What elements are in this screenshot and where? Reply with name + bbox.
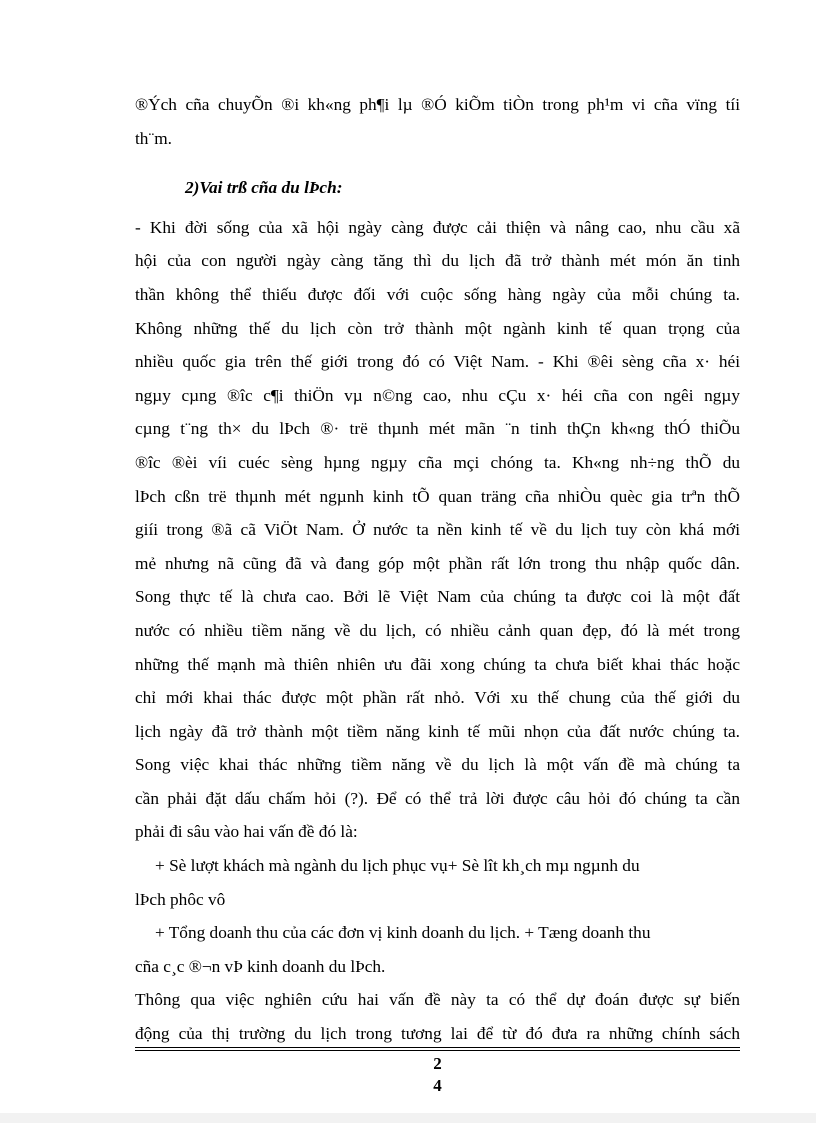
body-line: Song thực tế là chưa cao. Bởi lẽ Việt Nam của chúng ta được coi là một đất [135,587,740,607]
body-last-line: phải đi sâu vào hai vấn đề đó là: [135,822,358,842]
bullet-item-2: + Tổng doanh thu của các đơn vị kinh doanh du lịch. + Tæng doanh thu [155,923,651,943]
body-line: lịch ngày đã trở thành một tiềm năng kinh tế mũi nhọn của đất nước chúng ta. [135,721,740,741]
closing-line-1: Thông qua việc nghiên cứu hai vấn đề này ta có thể dự đoán được sự biến [135,990,740,1010]
body-line: nước có nhiều tiềm năng về du lịch, có nhiều cảnh quan đẹp, đó là mét trong [135,620,740,640]
page-bottom-strip [0,1113,816,1123]
body-line: mẻ nhưng nã cũng đã và đang góp một phần rất lớn trong thu nhập quốc dân. [135,553,740,573]
body-line: ngµy cµng ®îc c¶i thiÖn vµ n©ng cao, nhu cÇu x· héi cña con ngêi ngµy [135,385,740,405]
page-number-bottom: 4 [433,1076,442,1095]
page-number-top: 2 [433,1054,442,1073]
body-line: hội của con người ngày càng tăng thì du lịch đã trở thành mét món ăn tinh [135,251,740,271]
section-heading: 2)Vai trß cña du lÞch: [185,178,343,198]
body-line: chỉ mới khai thác được một phần rất nhỏ. Với xu thế chung của thế giới du [135,688,740,708]
body-line: những thế mạnh mà thiên nhiên ưu đãi xong chúng ta chưa biết khai thác hoặc [135,654,740,674]
body-line: - Khi đời sống của xã hội ngày càng được cải thiện và nâng cao, nhu cầu xã [135,217,740,237]
body-line: thần không thể thiếu được đối với cuộc sống hàng ngày của mỗi chúng ta. [135,284,740,304]
body-line: cµng t¨ng th× du lÞch ®· trë thµnh mét mãn ¨n tinh thÇn kh«ng thÓ thiÕu [135,419,740,439]
body-line: nhiều quốc gia trên thế giới trong đó có Việt Nam. - Khi ®êi sèng cña x· héi [135,352,740,372]
bullet-item-1-continued: lÞch phôc vô [135,889,226,909]
body-paragraph [135,211,740,816]
body-line: Không những thế du lịch còn trở thành một ngành kinh tế quan trọng của [135,318,740,338]
intro-line-2: th¨m. [135,128,172,148]
bullet-item-2-continued: cña c¸c ®¬n vÞ kinh doanh du lÞch. [135,956,386,976]
closing-line-2: động của thị trường du lịch trong tương lai để từ đó đưa ra những chính sách [135,1024,740,1044]
body-line: ®îc ®èi víi cuéc sèng hµng ngµy cña mçi chóng ta. Kh«ng nh÷ng thÕ du [135,452,740,472]
body-line: cần phải đặt dấu chấm hỏi (?). Để có thể trả lời được câu hỏi đó chúng ta cần [135,788,740,808]
intro-line-1: ®Ých cña chuyÕn ®i kh«ng ph¶i lµ ®Ó kiÕm tiÒn trong ph¹m vi cña vïng tíi [135,95,740,114]
document-body [135,88,740,1051]
page-footer [135,1047,740,1097]
bullet-item-1: + Sè lượt khách mà ngành du lịch phục vụ+ Sè lît kh¸ch mµ ngµnh du [155,856,640,876]
footer-rule-bottom [135,1050,740,1051]
body-line: giíi trong ®ã cã ViÖt Nam. Ở nước ta nền kinh tế về du lịch tuy còn khá mới [135,520,740,540]
body-line: lÞch cßn trë thµnh mét ngµnh kinh tÕ quan träng cña nhiÒu quèc gia trªn thÕ [135,486,740,506]
body-line: Song việc khai thác những tiềm năng về du lịch là một vấn đề mà chúng ta [135,755,740,775]
footer-rule-top [135,1047,740,1048]
